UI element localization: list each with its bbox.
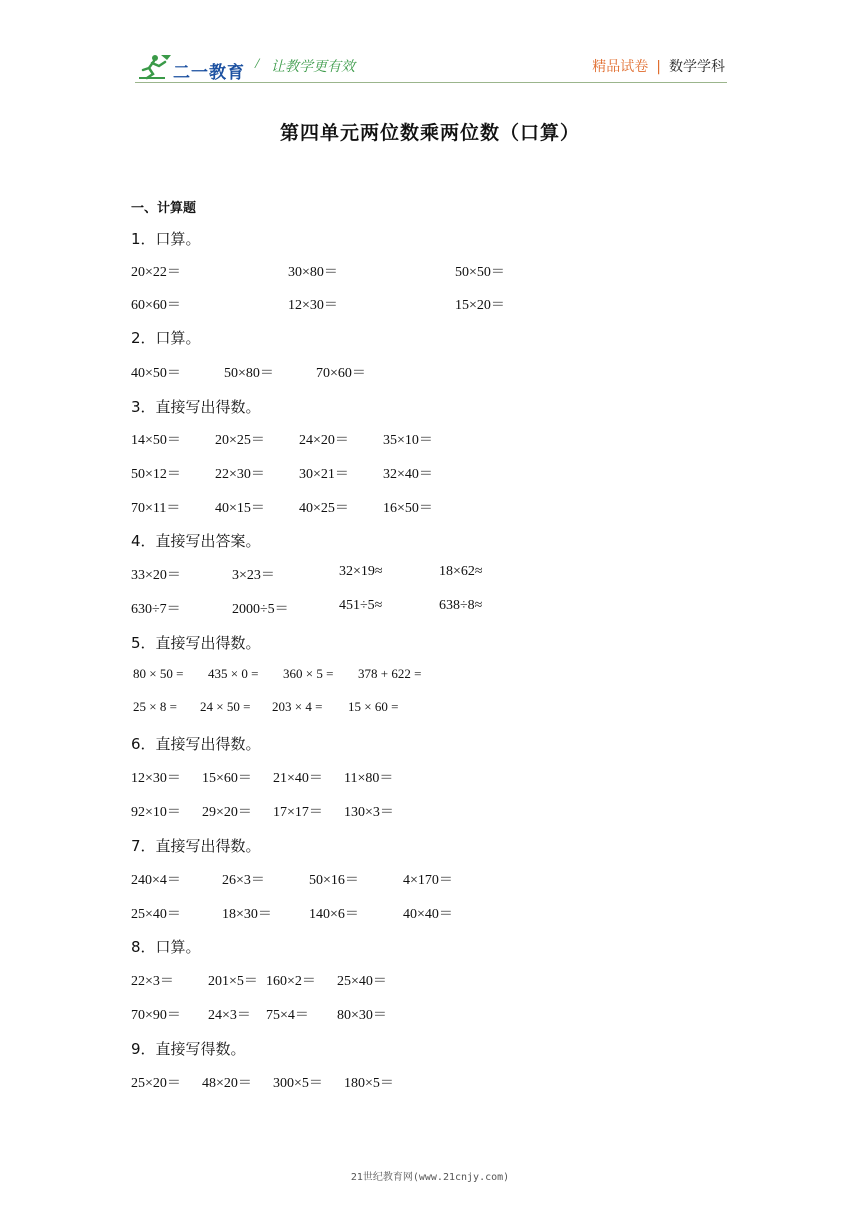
brand-name: 二一教育: [173, 63, 245, 83]
arithmetic-item: 451÷5≈: [339, 598, 383, 613]
arithmetic-item: 70×60＝: [316, 366, 366, 381]
arithmetic-item: 201×5＝: [208, 974, 258, 989]
arithmetic-item: 160×2＝: [266, 974, 316, 989]
question-6-row-1: [0, 767, 860, 787]
arithmetic-item: 15×60＝: [202, 771, 252, 786]
arithmetic-item: 29×20＝: [202, 805, 252, 820]
arithmetic-item: 378 + 622 =: [358, 666, 422, 681]
arithmetic-item: 60×60＝: [131, 298, 181, 313]
arithmetic-item: 15 × 60 =: [348, 699, 399, 714]
question-label-4: 4．直接写出答案。: [131, 532, 261, 550]
arithmetic-item: 300×5＝: [273, 1076, 323, 1091]
question-4-row-2: [0, 598, 860, 618]
logo: [135, 52, 250, 82]
question-label-5: 5．直接写出得数。: [131, 634, 261, 652]
arithmetic-item: 22×3＝: [131, 974, 174, 989]
question-9-row-1: [0, 1072, 860, 1092]
arithmetic-item: 50×12＝: [131, 467, 181, 482]
arithmetic-item: 40×25＝: [299, 501, 349, 516]
arithmetic-item: 630÷7＝: [131, 602, 181, 617]
arithmetic-item: 16×50＝: [383, 501, 433, 516]
tag-divider: |: [656, 59, 661, 75]
arithmetic-item: 130×3＝: [344, 805, 394, 820]
arithmetic-item: 12×30＝: [288, 298, 338, 313]
page-title: 第四单元两位数乘两位数（口算）: [279, 122, 580, 144]
arithmetic-item: 75×4＝: [266, 1008, 309, 1023]
arithmetic-item: 240×4＝: [131, 873, 181, 888]
slogan-divider: /: [255, 56, 260, 72]
question-1-row-2: [0, 294, 860, 314]
arithmetic-item: 80 × 50 =: [133, 666, 184, 681]
question-6-row-2: [0, 801, 860, 821]
question-1-row-1: [0, 261, 860, 281]
arithmetic-item: 203 × 4 =: [272, 699, 323, 714]
arithmetic-item: 70×11＝: [131, 501, 181, 516]
tag-quality: 精品试卷: [592, 59, 649, 75]
section-heading: 一、计算题: [131, 201, 197, 216]
slogan: 让教学更有效: [271, 59, 355, 75]
arithmetic-item: 25 × 8 =: [133, 699, 177, 714]
question-label-3: 3．直接写出得数。: [131, 398, 261, 416]
arithmetic-item: 12×30＝: [131, 771, 181, 786]
question-3-row-2: [0, 463, 860, 483]
question-label-8: 8．口算。: [131, 938, 201, 956]
question-8-row-2: [0, 1004, 860, 1024]
arithmetic-item: 26×3＝: [222, 873, 265, 888]
arithmetic-item: 32×40＝: [383, 467, 433, 482]
arithmetic-item: 25×20＝: [131, 1076, 181, 1091]
arithmetic-item: 35×10＝: [383, 433, 433, 448]
question-label-1: 1．口算。: [131, 230, 201, 248]
arithmetic-item: 20×25＝: [215, 433, 265, 448]
question-7-row-2: [0, 903, 860, 923]
arithmetic-item: 24×20＝: [299, 433, 349, 448]
header-tags: [592, 56, 725, 76]
arithmetic-item: 4×170＝: [403, 873, 453, 888]
arithmetic-item: 180×5＝: [344, 1076, 394, 1091]
question-7-row-1: [0, 869, 860, 889]
page-footer: 21世纪教育网(www.21cnjy.com): [350, 1172, 510, 1183]
arithmetic-item: 48×20＝: [202, 1076, 252, 1091]
question-5-row-1: [0, 666, 860, 686]
arithmetic-item: 11×80＝: [344, 771, 394, 786]
arithmetic-item: 40×15＝: [215, 501, 265, 516]
runner-logo-icon: [135, 52, 175, 82]
arithmetic-item: 18×62≈: [439, 564, 483, 579]
arithmetic-item: 3×23＝: [232, 568, 275, 583]
question-label-7: 7．直接写出得数。: [131, 837, 261, 855]
arithmetic-item: 50×50＝: [455, 265, 505, 280]
arithmetic-item: 25×40＝: [131, 907, 181, 922]
arithmetic-item: 638÷8≈: [439, 598, 483, 613]
question-label-9: 9．直接写得数。: [131, 1040, 246, 1058]
header-rule: [135, 82, 727, 83]
arithmetic-item: 24×3＝: [208, 1008, 251, 1023]
question-5-row-2: [0, 699, 860, 719]
arithmetic-item: 18×30＝: [222, 907, 272, 922]
arithmetic-item: 30×21＝: [299, 467, 349, 482]
arithmetic-item: 140×6＝: [309, 907, 359, 922]
question-3-row-1: [0, 429, 860, 449]
arithmetic-item: 20×22＝: [131, 265, 181, 280]
arithmetic-item: 24 × 50 =: [200, 699, 251, 714]
arithmetic-item: 360 × 5 =: [283, 666, 334, 681]
arithmetic-item: 2000÷5＝: [232, 602, 289, 617]
question-3-row-3: [0, 497, 860, 517]
arithmetic-item: 14×50＝: [131, 433, 181, 448]
question-4-row-1: [0, 564, 860, 584]
arithmetic-item: 30×80＝: [288, 265, 338, 280]
arithmetic-item: 15×20＝: [455, 298, 505, 313]
arithmetic-item: 70×90＝: [131, 1008, 181, 1023]
question-label-2: 2．口算。: [131, 329, 201, 347]
arithmetic-item: 21×40＝: [273, 771, 323, 786]
question-label-6: 6．直接写出得数。: [131, 735, 261, 753]
arithmetic-item: 40×50＝: [131, 366, 181, 381]
arithmetic-item: 80×30＝: [337, 1008, 387, 1023]
arithmetic-item: 40×40＝: [403, 907, 453, 922]
arithmetic-item: 33×20＝: [131, 568, 181, 583]
arithmetic-item: 435 × 0 =: [208, 666, 259, 681]
arithmetic-item: 17×17＝: [273, 805, 323, 820]
arithmetic-item: 32×19≈: [339, 564, 383, 579]
page-header: [135, 48, 735, 82]
arithmetic-item: 25×40＝: [337, 974, 387, 989]
arithmetic-item: 22×30＝: [215, 467, 265, 482]
arithmetic-item: 92×10＝: [131, 805, 181, 820]
arithmetic-item: 50×16＝: [309, 873, 359, 888]
question-8-row-1: [0, 970, 860, 990]
tag-subject: 数学学科: [669, 59, 725, 75]
question-2-row-1: [0, 362, 860, 382]
arithmetic-item: 50×80＝: [224, 366, 274, 381]
